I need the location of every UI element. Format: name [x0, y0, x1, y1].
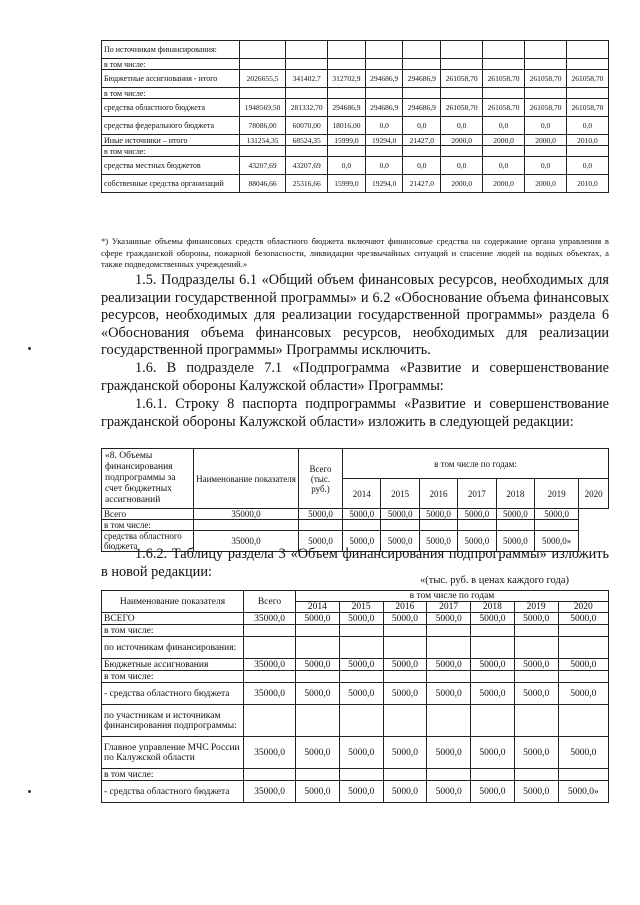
t3-col-years-header: в том числе по годам	[296, 591, 609, 602]
paragraph-1-5: 1.5. Подразделы 6.1 «Общий объем финансовых ресурсов, необходимых для реализации государственной программы» и 6.2 «Обоснование объема финансовых ресурсов, необходимых для реализации государственной программы» раздела 6 «Обоснования объема финансовых ресурсов, необходимых для реализации государственной программы» Программы исключить.	[101, 272, 609, 359]
value-cell: 0,0	[441, 117, 483, 135]
year-header: 2019	[514, 602, 558, 613]
row-total: 35000,0	[244, 613, 296, 625]
paragraph-1-6-2: 1.6.2. Таблицу раздела 3 «Объем финансирования подпрограммы» изложить в новой редакции:	[101, 546, 609, 580]
value-cell: 0,0	[483, 157, 525, 175]
value-cell	[365, 88, 403, 99]
value-cell: 5000,0	[381, 509, 419, 520]
table-row	[102, 781, 609, 803]
row-total	[194, 520, 299, 531]
value-cell: 5000,0	[427, 613, 471, 625]
scan-dot	[28, 347, 31, 350]
year-header: 2016	[383, 602, 427, 613]
row-name: в том числе:	[102, 671, 244, 683]
value-cell	[566, 146, 608, 157]
value-cell	[441, 88, 483, 99]
value-cell: 261058,70	[483, 99, 525, 117]
value-cell: 78086,00	[240, 117, 286, 135]
value-cell: 5000,0	[514, 659, 558, 671]
value-cell: 5000,0	[514, 683, 558, 705]
table-row	[102, 705, 609, 737]
value-cell	[566, 59, 608, 70]
row-label: Иные источники – итого	[102, 135, 240, 146]
value-cell: 5000,0	[339, 781, 383, 803]
value-cell: 2000,0	[525, 135, 567, 146]
value-cell: 5000,0	[343, 509, 381, 520]
value-cell: 312702,9	[328, 70, 366, 88]
row-total	[244, 671, 296, 683]
value-cell	[558, 705, 609, 737]
value-cell	[566, 88, 608, 99]
value-cell: 5000,0	[339, 613, 383, 625]
value-cell: 5000,0	[419, 509, 457, 520]
value-cell	[483, 88, 525, 99]
value-cell: 5000,0	[383, 683, 427, 705]
value-cell	[286, 88, 328, 99]
year-header: 2019	[535, 479, 579, 509]
row-label: собственные средства организаций	[102, 175, 240, 193]
table-row	[102, 146, 609, 157]
value-cell	[403, 59, 441, 70]
value-cell	[339, 637, 383, 659]
value-cell: 5000,0	[558, 659, 609, 671]
value-cell: 294686,9	[328, 99, 366, 117]
row-total	[244, 637, 296, 659]
value-cell	[296, 625, 340, 637]
value-cell	[427, 637, 471, 659]
value-cell: 2000,0	[483, 135, 525, 146]
footnote: *) Указанные объемы финансовых средств областного бюджета включают финансовые средства на содержание органа управления в сфере гражданской обороны, пожарной безопасности, ликвидации чрезвычайных ситуаций и спасение людей на водных объектах, а также подведомственных учреждений.»	[101, 236, 609, 269]
value-cell: 294686,9	[365, 99, 403, 117]
value-cell	[441, 146, 483, 157]
row-total: 35000,0	[244, 781, 296, 803]
value-cell: 0,0	[365, 117, 403, 135]
value-cell: 60070,00	[286, 117, 328, 135]
value-cell	[403, 88, 441, 99]
value-cell	[381, 520, 419, 531]
value-cell: 5000,0	[427, 683, 471, 705]
value-cell: 261058,70	[441, 70, 483, 88]
table-row	[102, 625, 609, 637]
value-cell	[558, 769, 609, 781]
value-cell: 261058,70	[566, 99, 608, 117]
value-cell: 0,0	[365, 157, 403, 175]
value-cell: 5000,0	[383, 659, 427, 671]
value-cell: 18016,00	[328, 117, 366, 135]
value-cell: 261058,70	[483, 70, 525, 88]
value-cell: 5000,0	[427, 737, 471, 769]
year-header: 2018	[496, 479, 534, 509]
table-row	[102, 70, 609, 88]
value-cell: 5000,0	[296, 659, 340, 671]
value-cell: 5000,0	[383, 613, 427, 625]
year-header: 2014	[343, 479, 381, 509]
row-name: по участникам и источникам финансирования подпрограммы:	[102, 705, 244, 737]
value-cell: 2010,0	[566, 175, 608, 193]
value-cell	[339, 769, 383, 781]
subprogram-funding-table	[101, 590, 609, 803]
value-cell: 5000,0	[339, 737, 383, 769]
table-row	[102, 135, 609, 146]
table-row	[102, 613, 609, 625]
units-note: «(тыс. руб. в ценах каждого года)	[420, 575, 569, 586]
value-cell	[471, 625, 515, 637]
paragraph-1-6: 1.6. В подразделе 7.1 «Подпрограмма «Развитие и совершенствование гражданской обороны Калужской области» Программы:	[101, 360, 609, 394]
value-cell: 19294,0	[365, 175, 403, 193]
value-cell: 43207,69	[240, 157, 286, 175]
value-cell: 5000,0	[471, 781, 515, 803]
value-cell: 5000,0	[514, 781, 558, 803]
row-label: Бюджетные ассигнования - итого	[102, 70, 240, 88]
value-cell	[419, 520, 457, 531]
year-header: 2015	[339, 602, 383, 613]
row-label: в том числе:	[102, 59, 240, 70]
row-total	[244, 705, 296, 737]
value-cell: 0,0	[525, 157, 567, 175]
value-cell: 5000,0	[471, 737, 515, 769]
year-header: 2017	[458, 479, 496, 509]
value-cell: 5000,0	[496, 531, 534, 552]
value-cell: 261058,70	[525, 70, 567, 88]
row-name: в том числе:	[102, 520, 194, 531]
value-cell	[496, 520, 534, 531]
value-cell	[328, 41, 366, 59]
value-cell: 5000,0	[299, 531, 343, 552]
value-cell: 5000,0	[419, 531, 457, 552]
value-cell: 0,0	[403, 157, 441, 175]
table-row	[102, 659, 609, 671]
row-name: ВСЕГО	[102, 613, 244, 625]
scan-dot	[28, 790, 31, 793]
value-cell	[365, 59, 403, 70]
value-cell: 21427,0	[403, 175, 441, 193]
value-cell: 0,0	[566, 117, 608, 135]
value-cell	[558, 637, 609, 659]
value-cell: 21427,0	[403, 135, 441, 146]
year-header: 2020	[558, 602, 609, 613]
value-cell	[296, 671, 340, 683]
value-cell: 5000,0	[339, 659, 383, 671]
value-cell: 5000,0	[296, 781, 340, 803]
value-cell: 5000,0	[558, 613, 609, 625]
row-label: средства федерального бюджета	[102, 117, 240, 135]
row-total: 35000,0	[244, 737, 296, 769]
value-cell: 294686,9	[403, 70, 441, 88]
value-cell	[566, 41, 608, 59]
row-name: Бюджетные ассигнования	[102, 659, 244, 671]
value-cell	[328, 88, 366, 99]
table-row	[102, 671, 609, 683]
value-cell	[525, 146, 567, 157]
value-cell	[383, 637, 427, 659]
value-cell: 5000,0	[381, 531, 419, 552]
value-cell: 5000,0	[343, 531, 381, 552]
value-cell	[286, 41, 328, 59]
value-cell	[514, 671, 558, 683]
col-years-header: в том числе по годам:	[343, 449, 609, 479]
table-row	[102, 99, 609, 117]
value-cell: 2000,0	[525, 175, 567, 193]
value-cell	[328, 146, 366, 157]
value-cell: 0,0	[328, 157, 366, 175]
value-cell: 5000,0	[514, 613, 558, 625]
value-cell: 5000,0»	[558, 781, 609, 803]
value-cell	[383, 705, 427, 737]
paragraph-1-6-1: 1.6.1. Строку 8 паспорта подпрограммы «Развитие и совершенствование гражданской обороны Калужской области» изложить в следующей редакции:	[101, 396, 609, 430]
value-cell	[296, 705, 340, 737]
value-cell	[471, 671, 515, 683]
value-cell: 5000,0	[471, 613, 515, 625]
value-cell	[441, 59, 483, 70]
year-header: 2016	[419, 479, 457, 509]
value-cell: 5000,0	[514, 737, 558, 769]
table-row	[102, 175, 609, 193]
value-cell	[471, 637, 515, 659]
value-cell	[427, 705, 471, 737]
value-cell	[441, 41, 483, 59]
value-cell	[240, 41, 286, 59]
value-cell	[427, 625, 471, 637]
value-cell: 5000,0	[296, 737, 340, 769]
table-row	[102, 637, 609, 659]
value-cell: 19294,0	[365, 135, 403, 146]
value-cell: 261058,70	[441, 99, 483, 117]
value-cell: 5000,0	[458, 531, 496, 552]
value-cell: 1948569,50	[240, 99, 286, 117]
value-cell	[525, 59, 567, 70]
value-cell	[427, 769, 471, 781]
value-cell: 5000,0»	[535, 531, 579, 552]
value-cell: 5000,0	[299, 509, 343, 520]
col-name-header: Наименование показателя	[194, 449, 299, 509]
value-cell: 294686,9	[365, 70, 403, 88]
row-total	[244, 625, 296, 637]
row-total	[244, 769, 296, 781]
value-cell: 5000,0	[339, 683, 383, 705]
value-cell: 0,0	[525, 117, 567, 135]
funding-table-continued	[101, 40, 609, 193]
value-cell	[365, 41, 403, 59]
year-header: 2020	[579, 479, 609, 509]
table-row	[102, 88, 609, 99]
value-cell: 0,0	[403, 117, 441, 135]
value-cell: 2026655,5	[240, 70, 286, 88]
value-cell: 5000,0	[296, 683, 340, 705]
year-header: 2018	[471, 602, 515, 613]
t3-col-name-header: Наименование показателя	[102, 591, 244, 613]
value-cell	[558, 671, 609, 683]
value-cell: 0,0	[566, 157, 608, 175]
table-row	[102, 520, 609, 531]
value-cell	[383, 769, 427, 781]
value-cell: 261058,70	[525, 99, 567, 117]
row-label: средства местных бюджетов	[102, 157, 240, 175]
col-total-header: Всего (тыс. руб.)	[299, 449, 343, 509]
year-header: 2017	[427, 602, 471, 613]
table-row	[102, 737, 609, 769]
value-cell: 261058,70	[566, 70, 608, 88]
value-cell: 2000,0	[441, 175, 483, 193]
row-name: - средства областного бюджета	[102, 683, 244, 705]
value-cell: 341402,7	[286, 70, 328, 88]
t3-col-total-header: Всего	[244, 591, 296, 613]
table-row	[102, 41, 609, 59]
value-cell	[240, 59, 286, 70]
value-cell	[483, 146, 525, 157]
row-total: 35000,0	[194, 531, 299, 552]
row-name: в том числе:	[102, 769, 244, 781]
value-cell: 88046,66	[240, 175, 286, 193]
value-cell	[427, 671, 471, 683]
value-cell: 68524,35	[286, 135, 328, 146]
value-cell	[514, 637, 558, 659]
value-cell	[365, 146, 403, 157]
year-header: 2015	[381, 479, 419, 509]
row-total: 35000,0	[244, 659, 296, 671]
value-cell: 5000,0	[383, 781, 427, 803]
row-name: средства областного бюджета	[102, 531, 194, 552]
value-cell	[471, 705, 515, 737]
passport-section-label: «8. Объемы финансирования подпрограммы за счет бюджетных ассигнований	[102, 449, 194, 509]
value-cell: 5000,0	[558, 683, 609, 705]
value-cell: 0,0	[441, 157, 483, 175]
value-cell	[339, 671, 383, 683]
value-cell: 5000,0	[427, 659, 471, 671]
value-cell	[458, 520, 496, 531]
row-label: средства областного бюджета	[102, 99, 240, 117]
value-cell: 5000,0	[558, 737, 609, 769]
value-cell	[240, 88, 286, 99]
value-cell	[483, 41, 525, 59]
row-label: в том числе:	[102, 146, 240, 157]
value-cell: 281332,70	[286, 99, 328, 117]
year-header: 2014	[296, 602, 340, 613]
value-cell	[383, 625, 427, 637]
row-name: по источникам финансирования:	[102, 637, 244, 659]
value-cell	[286, 59, 328, 70]
value-cell: 2000,0	[483, 175, 525, 193]
value-cell	[483, 59, 525, 70]
value-cell	[339, 705, 383, 737]
value-cell	[328, 59, 366, 70]
value-cell: 15999,0	[328, 175, 366, 193]
value-cell: 5000,0	[471, 659, 515, 671]
value-cell: 43207,69	[286, 157, 328, 175]
value-cell	[339, 625, 383, 637]
value-cell: 2010,0	[566, 135, 608, 146]
value-cell	[286, 146, 328, 157]
table-row	[102, 683, 609, 705]
value-cell	[403, 41, 441, 59]
value-cell	[403, 146, 441, 157]
value-cell: 25316,66	[286, 175, 328, 193]
value-cell: 0,0	[483, 117, 525, 135]
table-row	[102, 59, 609, 70]
row-total: 35000,0	[194, 509, 299, 520]
value-cell: 5000,0	[471, 683, 515, 705]
passport-row-8-table	[101, 448, 609, 552]
value-cell: 15999,0	[328, 135, 366, 146]
value-cell	[343, 520, 381, 531]
value-cell	[383, 671, 427, 683]
value-cell: 2000,0	[441, 135, 483, 146]
value-cell	[514, 705, 558, 737]
value-cell: 294686,9	[403, 99, 441, 117]
value-cell: 5000,0	[535, 509, 579, 520]
value-cell: 5000,0	[296, 613, 340, 625]
row-name: - средства областного бюджета	[102, 781, 244, 803]
row-name: в том числе:	[102, 625, 244, 637]
value-cell	[514, 625, 558, 637]
value-cell	[299, 520, 343, 531]
table-row	[102, 157, 609, 175]
value-cell: 5000,0	[427, 781, 471, 803]
value-cell	[525, 88, 567, 99]
value-cell: 5000,0	[458, 509, 496, 520]
value-cell	[296, 637, 340, 659]
row-label: По источникам финансирования:	[102, 41, 240, 59]
value-cell	[240, 146, 286, 157]
value-cell	[535, 520, 579, 531]
value-cell: 5000,0	[383, 737, 427, 769]
row-name: Главное управление МЧС России по Калужской области	[102, 737, 244, 769]
row-label: в том числе:	[102, 88, 240, 99]
value-cell	[296, 769, 340, 781]
value-cell	[558, 625, 609, 637]
table-row	[102, 509, 609, 520]
table-row	[102, 769, 609, 781]
row-name: Всего	[102, 509, 194, 520]
value-cell	[514, 769, 558, 781]
table-row	[102, 117, 609, 135]
value-cell: 5000,0	[496, 509, 534, 520]
value-cell	[471, 769, 515, 781]
row-total: 35000,0	[244, 683, 296, 705]
value-cell: 131254,35	[240, 135, 286, 146]
value-cell	[525, 41, 567, 59]
